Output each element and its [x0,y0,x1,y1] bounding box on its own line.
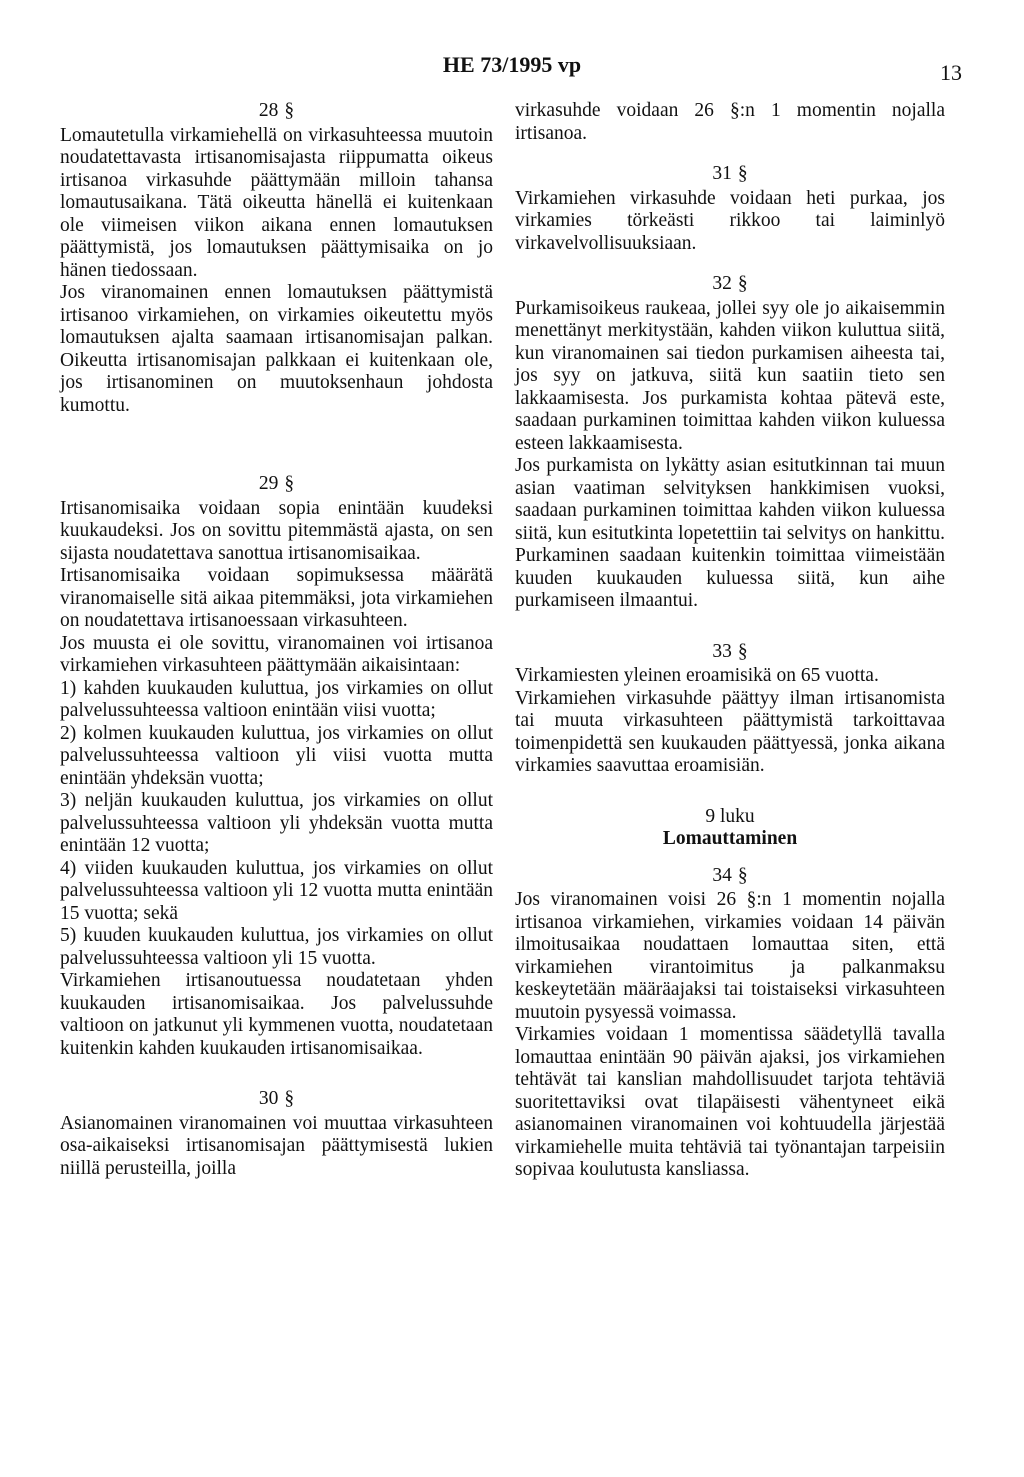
section-30-paragraph-1: Asianomainen viranomainen voi muuttaa virkasuhteen osa-aikaiseksi irtisanomisajan päättymisestä lukien niillä perusteilla, joilla [60,1112,493,1179]
document-title: HE 73/1995 vp [442,52,582,77]
list-item: 3) neljän kuukauden kuluttua, jos virkamies on ollut palvelussuhteessa valtioon yli yhdeksän vuotta mutta enintään 12 vuotta; [60,790,493,856]
section-33-paragraph-1: Virkamiesten yleinen eroamisikä on 65 vuotta. [515,665,879,686]
section-29-paragraph-3: Jos muusta ei ole sovittu, viranomainen voi irtisanoa virkamiehen virkasuhteen päättymään aikaisintaan: [60,632,493,676]
section-34-paragraph-2: Virkamies voidaan 1 momentissa säädetyllä tavalla lomauttaa enintään 90 päivän ajaksi, jos virkamiehen tehtävät tai kanslian mahdollisuudet tarjota tehtäviä suoritettaviksi ovat tilapäisesti vähentyneet eikä asianomainen viranomainen voi kohtuudella järjestää virkamiehelle muita tehtäviä tai työnantajan tarpeisiin sopivaa koulutusta kansliassa. [515,1024,945,1180]
chapter-number: 9 luku [705,805,755,827]
section-29-paragraph-1: Irtisanomisaika voidaan sopia enintään kuudeksi kuukaudeksi. Jos on sovittu pitemmästä ajasta, on sen sijasta noudatettava sanottua irtisanomisaikaa. [60,497,493,564]
section-number: 30 [258,1088,279,1109]
section-sign: § [284,1088,295,1109]
section-29-paragraph-4: Virkamiehen irtisanoutuessa noudatetaan yhden kuukauden irtisanomisaikaa. Jos palvelussuhde valtioon on jatkunut yli kymmenen vuotta, noudatetaan kuitenkin kahden kuukauden irtisanomisaikaa. [60,970,493,1059]
chapter-title: Lomauttaminen [662,828,798,849]
section-sign: § [737,864,748,886]
section-29-paragraph-2: Irtisanomisaika voidaan sopimuksessa määrätä viranomaiselle sitä aikaa pitemmäksi, jota virkamiehen on noudatettava irtisanoessaan virkasuhteen. [60,565,493,631]
section-number: 28 [258,100,279,121]
section-number: 32 [712,273,732,294]
list-item: 1) kahden kuukauden kuluttua, jos virkamies on ollut palvelussuhteessa valtioon enintään viisi vuotta; [60,677,493,721]
section-34-heading [515,865,945,888]
section-30-heading [60,1088,493,1111]
section-29-heading [60,473,493,496]
section-sign: § [284,100,295,121]
section-28-heading [60,100,493,123]
section-31-paragraph-1: Virkamiehen virkasuhde voidaan heti purkaa, jos virkamies törkeästi rikkoo tai laiminlyö virkavelvollisuuksiaan. [515,187,945,254]
continued-text: virkasuhde voidaan 26 §:n 1 momentin nojalla irtisanoa. [515,100,945,144]
page-header [0,52,1024,92]
list-item: 4) viiden kuukauden kuluttua, jos virkamies on ollut palvelussuhteessa valtioon yli 12 vuotta mutta enintään 15 vuotta; sekä [60,857,493,924]
section-33-heading [515,641,945,664]
section-33-paragraph-2: Virkamiehen virkasuhde päättyy ilman irtisanomista tai muuta virkasuhteen päättymistä tarkoittavaa toimenpidettä sen kuukauden päättyessä, jonka aikana virkamies saavuttaa eroamisiän. [515,687,945,776]
section-34-paragraph-1: Jos viranomainen voisi 26 §:n 1 momentin nojalla irtisanoa virkamiehen, virkamies voidaan 14 päivän ilmoitusaikaa noudattaen lomauttaa siten, että virkamiehen virantoimitus ja palkanmaksu keskeytetään määräajaksi tai toistaiseksi virkasuhteen muutoin pysyessä voimassa. [515,889,945,1023]
section-32-paragraph-1: Purkamisoikeus raukeaa, jollei syy ole jo aikaisemmin menettänyt merkitystään, kahden viikon kuluttua siitä, kun viranomainen sai tiedon purkamisen aiheesta tai, jos syy on jatkuva, siitä kun saatiin tieto sen lakkaamisesta. Jos purkamista kohtaa pätevä este, saadaan purkaminen toimittaa kahden viikon kuluessa esteen lakkaamisesta. [515,297,945,454]
section-28-paragraph-2: Jos viranomainen ennen lomautuksen päättymistä irtisanoo virkamiehen, on virkamies oikeutettu myös lomautuksen ajalta saamaan irtisanomisajan palkan. Oikeutta irtisanomisajan palkkaan ei kuitenkaan ole, jos irtisanominen on muutoksenhaun johdosta kumottu. [60,282,493,416]
section-31-heading [515,163,945,186]
section-number: 31 [712,163,732,184]
section-number: 33 [712,640,732,662]
section-number: 34 [712,864,732,886]
section-32-paragraph-2: Jos purkamista on lykätty asian esitutkinnan tai muun asian vaatiman selvityksen hankkimisen vuoksi, saadaan purkaminen toimittaa kahden viikon kuluessa siitä, kun esitutkinta lopetettiin tai selvitys on hankittu. Purkaminen saadaan kuitenkin toimittaa viimeistään kuuden kuukauden kuluessa siitä, kun aihe purkamiseen ilmaantui. [515,455,945,611]
section-28-paragraph-1: Lomautetulla virkamiehellä on virkasuhteessa muutoin noudatettavasta irtisanomisajasta riippumatta oikeus irtisanoa virkasuhde päättymään milloin tahansa lomautusaikana. Tätä oikeutta hänellä ei kuitenkaan ole viimeisen viikon aikana ennen lomautuksen päättymistä, jos lomautuksen päättymisaika on jo hänen tiedossaan. [60,124,493,281]
right-column [515,100,945,1182]
section-sign: § [737,163,748,184]
list-item: 5) kuuden kuukauden kuluttua, jos virkamies on ollut palvelussuhteessa valtioon yli 15 vuotta. [60,925,493,969]
section-sign: § [737,273,748,294]
page-number: 13 [940,60,962,85]
left-column [60,100,493,1180]
section-number: 29 [258,473,279,494]
section-32-heading [515,273,945,296]
section-sign: § [737,640,748,662]
section-sign: § [284,473,295,494]
list-item: 2) kolmen kuukauden kuluttua, jos virkamies on ollut palvelussuhteessa valtioon yli viisi vuotta mutta enintään yhdeksän vuotta; [60,722,493,789]
